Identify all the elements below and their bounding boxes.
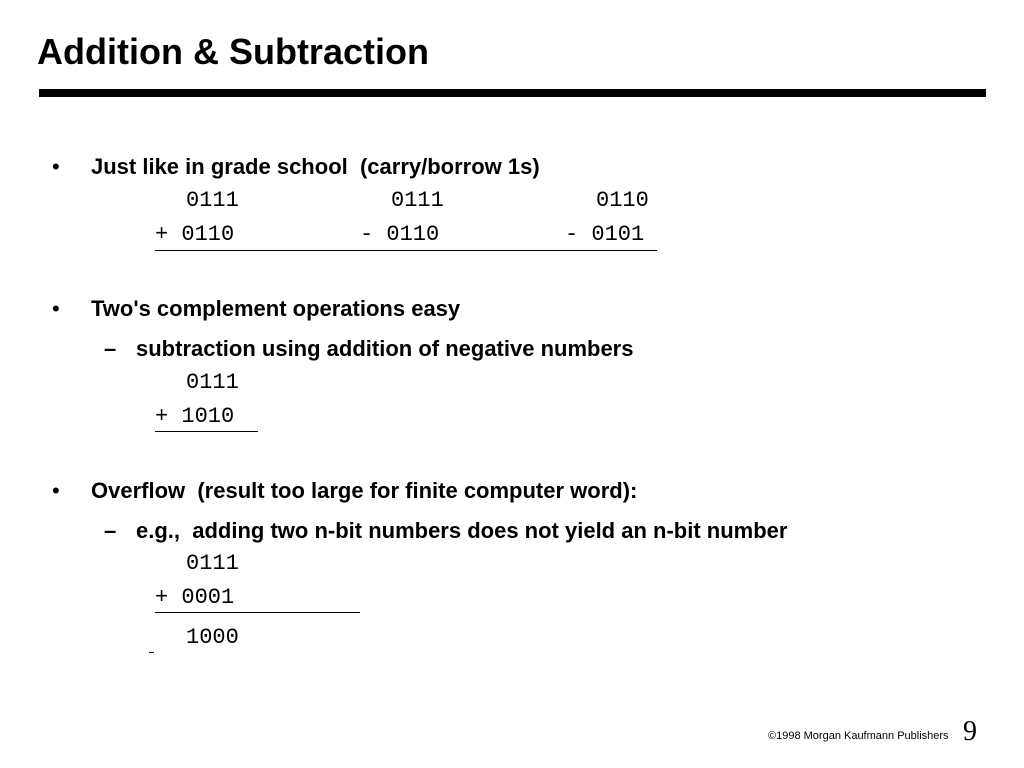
problem-2-top: 0111 (391, 188, 444, 213)
bullet-overflow: Overflow (result too large for finite computer word): (91, 478, 638, 503)
sub-bullet-1-marker: – (104, 336, 117, 361)
overflow-problem-underline (155, 612, 360, 613)
copyright-footer (768, 729, 949, 743)
sub-bullet-example: e.g., adding two n-bit numbers does not yield an n-bit number (136, 518, 788, 543)
problem-1-top: 0111 (186, 188, 239, 213)
problem-3-bottom: - 0101 (565, 222, 645, 247)
stray-mark (149, 652, 154, 653)
overflow-problem-top: 0111 (186, 551, 239, 576)
slide-title: Addition & Subtraction (37, 31, 429, 72)
bullet-grade-school: Just like in grade school (carry/borrow 1s) (91, 154, 540, 179)
bullet-3-marker: • (52, 478, 60, 503)
copyright-text: 1998 Morgan Kaufmann Publishers (776, 730, 949, 742)
overflow-problem-bottom: + 0001 (155, 585, 235, 610)
title-divider (39, 89, 986, 97)
problem-3-top: 0110 (596, 188, 649, 213)
bullet-1-marker: • (52, 154, 60, 179)
problems-underline (155, 250, 657, 251)
problem-2-bottom: - 0110 (360, 222, 440, 247)
sub-bullet-2-marker: – (104, 518, 117, 543)
sub-bullet-subtraction: subtraction using addition of negative numbers (136, 336, 634, 361)
twos-problem-underline (155, 431, 258, 432)
page-number: 9 (963, 716, 977, 747)
overflow-problem-result: 1000 (186, 625, 239, 650)
twos-problem-bottom: + 1010 (155, 404, 235, 429)
twos-problem-top: 0111 (186, 370, 239, 395)
copyright-symbol: © (768, 730, 777, 742)
bullet-2-marker: • (52, 296, 60, 321)
bullet-twos-complement: Two's complement operations easy (91, 296, 461, 321)
problem-1-bottom: + 0110 (155, 222, 235, 247)
